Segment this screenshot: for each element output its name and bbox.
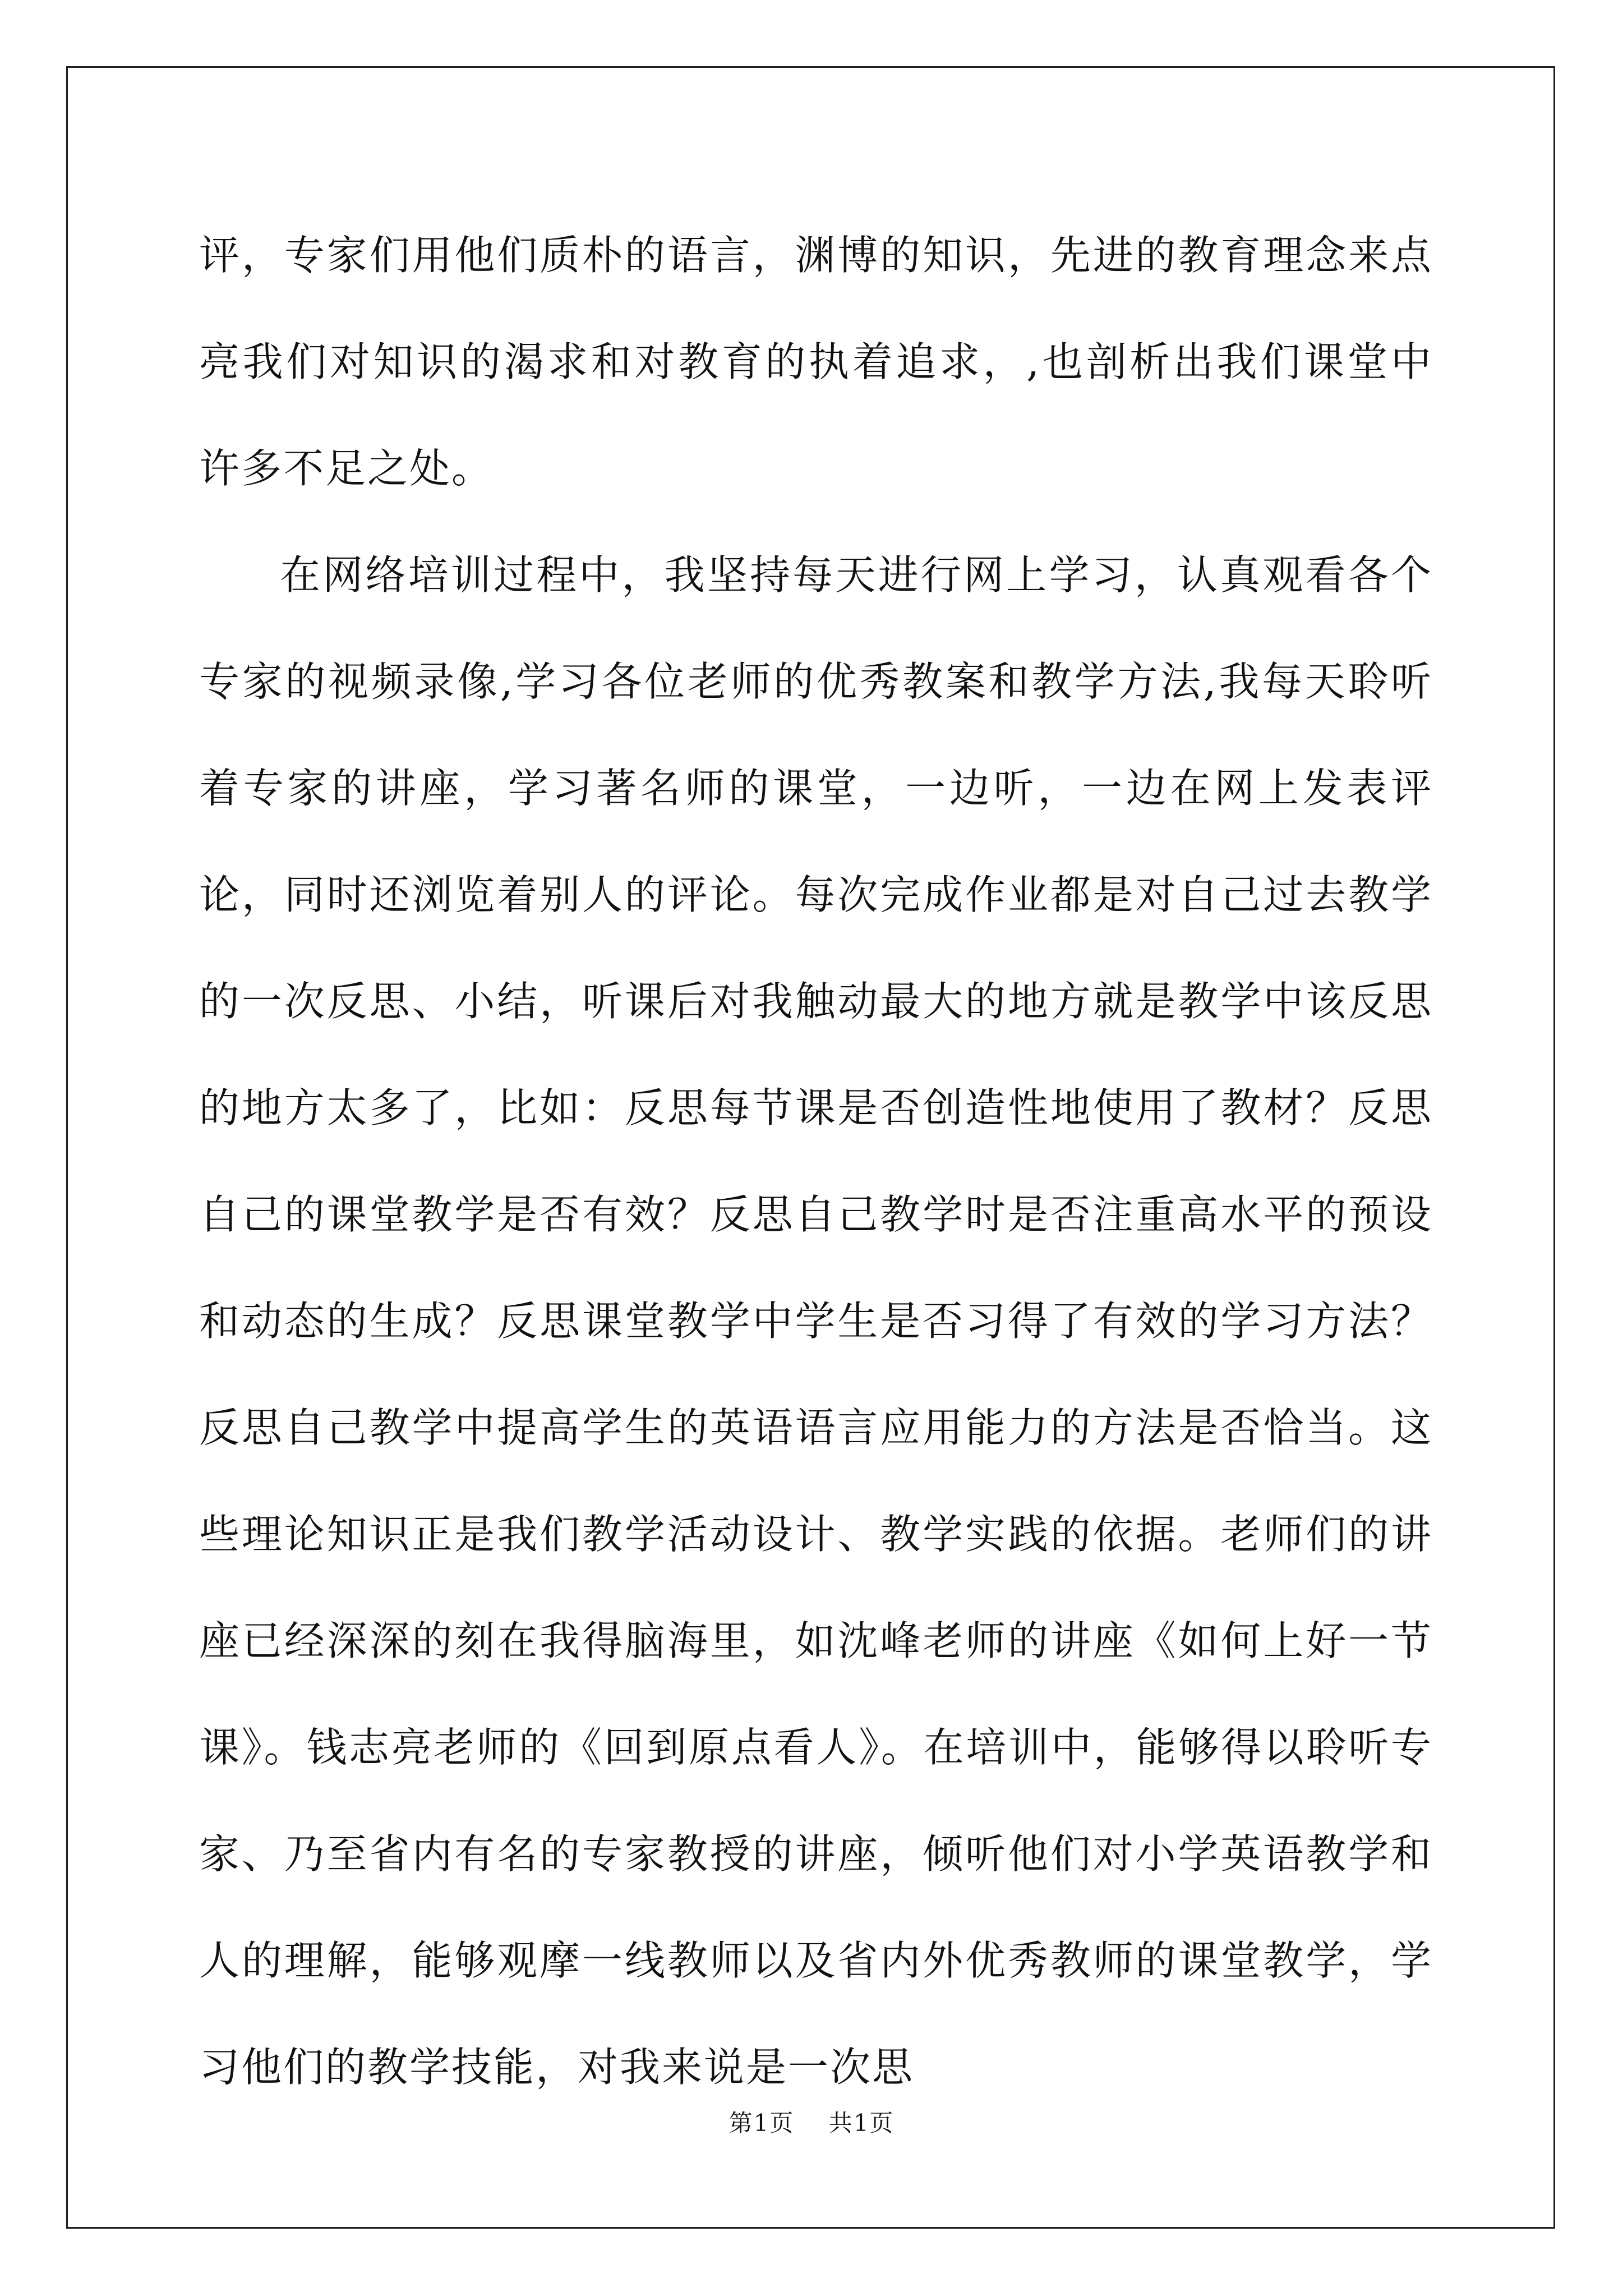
footer-spacer xyxy=(794,2109,828,2137)
document-body xyxy=(199,202,1433,2120)
paragraph-1: 评，专家们用他们质朴的语言，渊博的知识，先进的教育理念来点亮我们对知识的渴求和对教育的执着追求，,也剖析出我们课堂中许多不足之处。 xyxy=(199,232,1433,492)
page-number: 第1页 xyxy=(728,2109,795,2137)
page-total: 共1页 xyxy=(828,2109,895,2137)
page-footer xyxy=(0,2106,1623,2140)
paragraph-2: 在网络培训过程中，我坚持每天进行网上学习，认真观看各个专家的视频录像,学习各位老师的优秀教案和教学方法,我每天聆听着专家的讲座，学习著名师的课堂，一边听，一边在网上发表评论，同时还浏览着别人的评论。每次完成作业都是对自己过去教学的一次反思、小结，听课后对我触动最大的地方就是教学中该反思的地方太多了，比如：反思每节课是否创造性地使用了教材？反思自己的课堂教学是否有效？反思自己教学时是否注重高水平的预设和动态的生成？反思课堂教学中学生是否习得了有效的学习方法？反思自己教学中提高学生的英语语言应用能力的方法是否恰当。这些理论知识正是我们教学活动设计、教学实践的依据。老师们的讲座已经深深的刻在我得脑海里，如沈峰老师的讲座《如何上好一节课》。钱志亮老师的《回到原点看人》。在培训中，能够得以聆听专家、乃至省内有名的专家教授的讲座，倾听他们对小学英语教学和人的理解，能够观摩一线教师以及省内外优秀教师的课堂教学，学习他们的教学技能，对我来说是一次思 xyxy=(199,551,1433,2091)
